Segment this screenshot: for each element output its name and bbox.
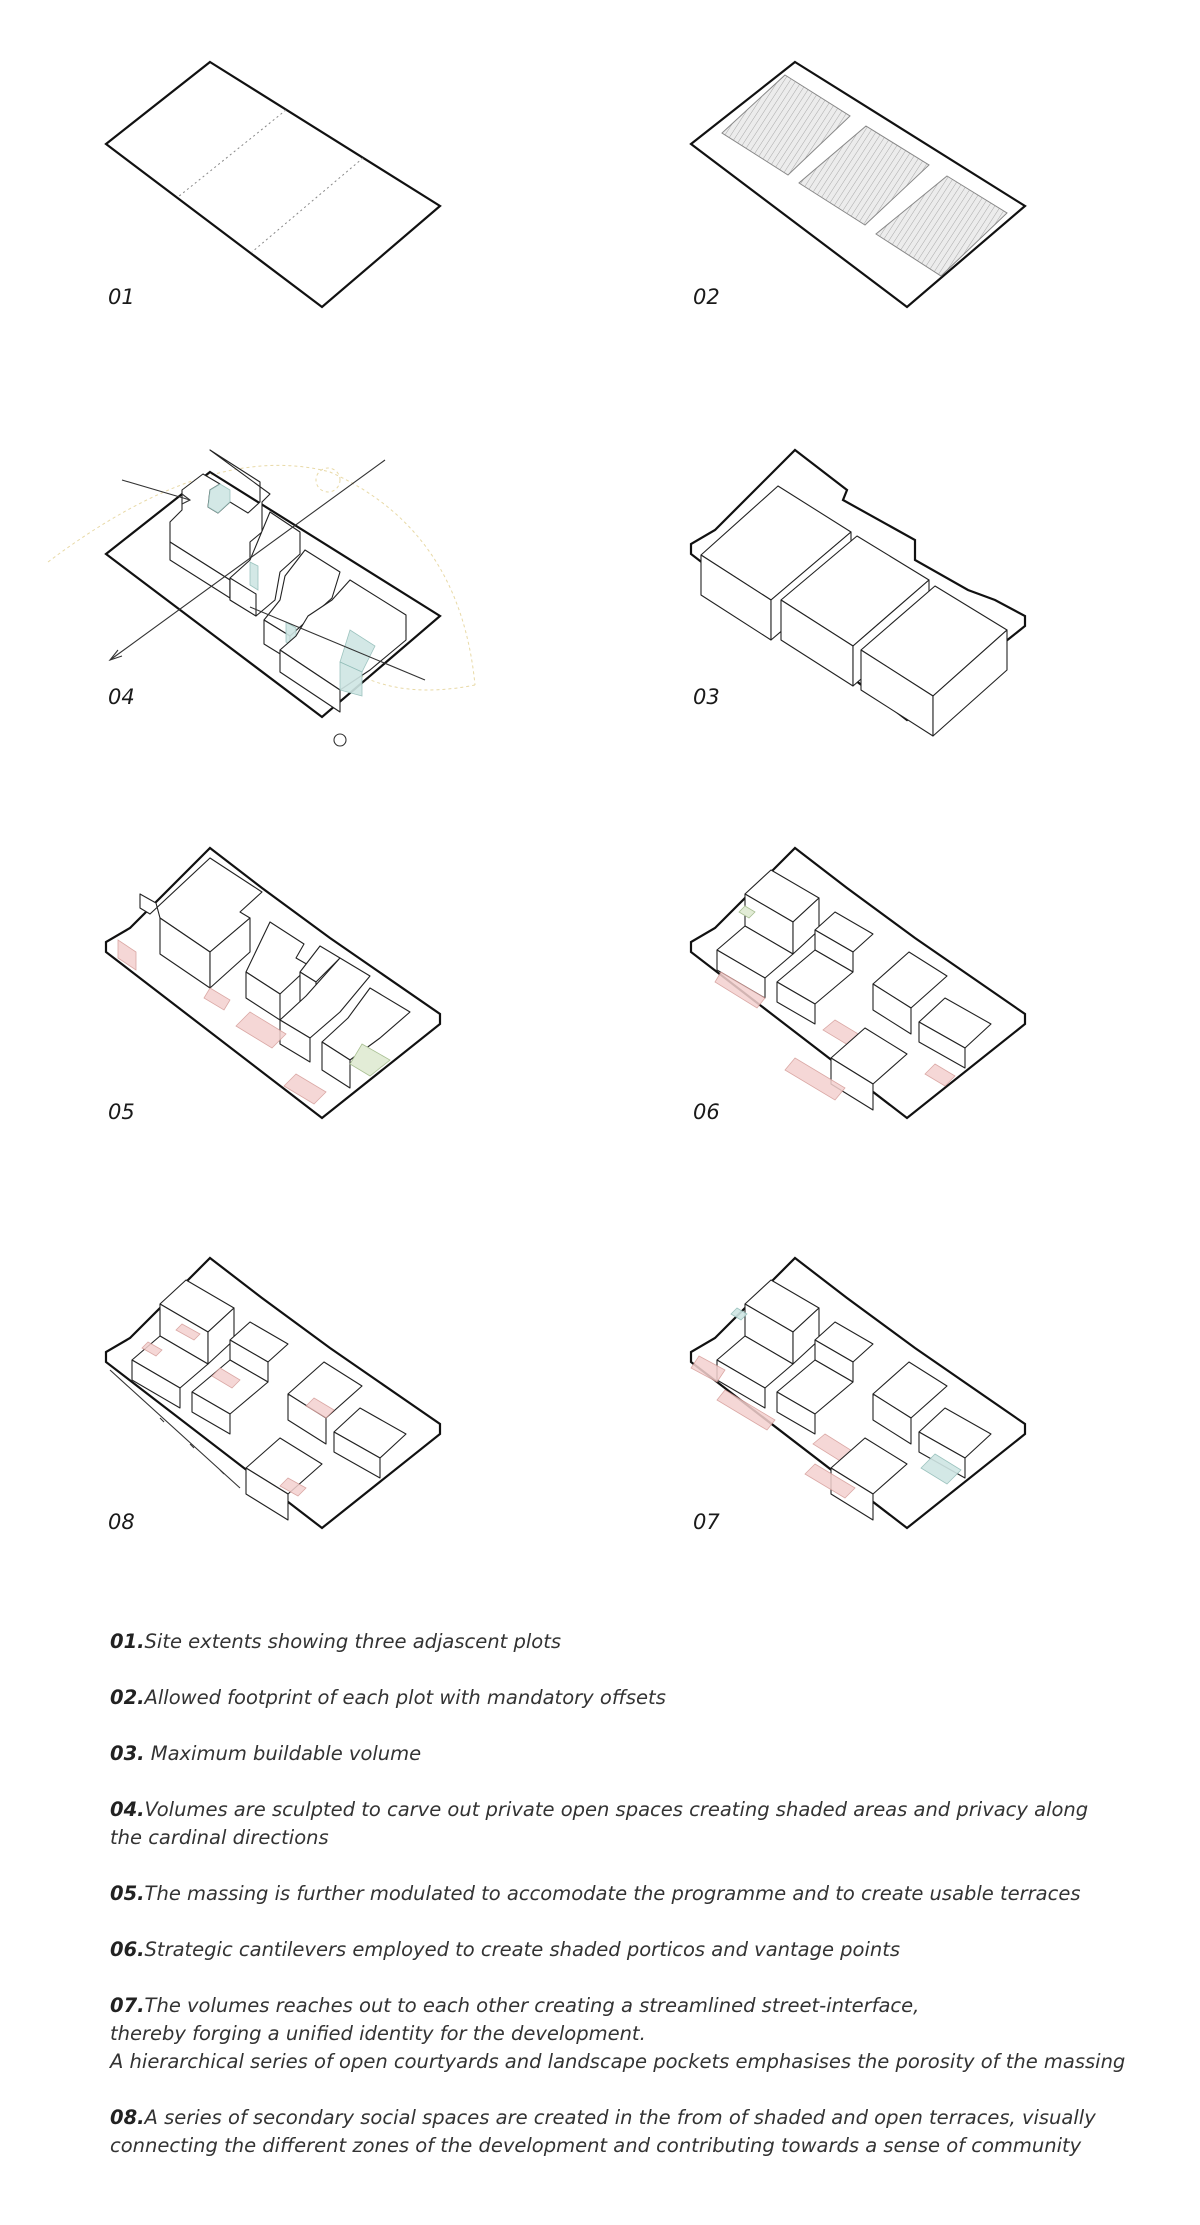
note-item <box>110 1796 1130 1852</box>
panel-06 <box>685 848 1200 1188</box>
panel-label: 02 <box>693 285 720 309</box>
note-number: 02. <box>110 1686 145 1709</box>
panel-07 <box>685 1258 1200 1598</box>
note-number: 01. <box>110 1630 145 1653</box>
buildable-volume-diagram <box>685 450 1200 790</box>
note-text: Volumes are sculpted to carve out private open spaces creating shaded areas and privacy along <box>144 1798 1089 1821</box>
panel-label: 03 <box>693 685 720 709</box>
note-number: 07. <box>110 1994 145 2017</box>
note-item <box>110 2104 1130 2160</box>
panel-02 <box>685 40 1200 380</box>
note-item <box>110 1740 1130 1768</box>
panel-label: 06 <box>693 1100 720 1124</box>
footprint-diagram <box>685 40 1200 380</box>
note-text: Strategic cantilevers employed to create shaded porticos and vantage points <box>144 1938 901 1961</box>
panel-03 <box>685 450 1200 790</box>
panel-label: 04 <box>108 685 135 709</box>
note-number: 03. <box>110 1742 145 1765</box>
note-text: thereby forging a unified identity for the development. <box>110 2022 646 2045</box>
note-number: 08. <box>110 2106 145 2129</box>
site-plot-diagram <box>100 40 660 380</box>
note-text: Site extents showing three adjascent plots <box>144 1630 561 1653</box>
note-text: connecting the different zones of the development and contributing towards a sense of community <box>110 2134 1082 2157</box>
panel-04 <box>100 450 660 790</box>
panel-label: 05 <box>108 1100 135 1124</box>
modulated-massing-diagram <box>100 848 660 1188</box>
sculpted-volumes-diagram <box>100 450 660 790</box>
note-number: 06. <box>110 1938 145 1961</box>
panel-label: 08 <box>108 1510 135 1534</box>
social-spaces-diagram <box>100 1258 660 1598</box>
note-text: The massing is further modulated to accomodate the programme and to create usable terraces <box>144 1882 1081 1905</box>
panel-05 <box>100 848 660 1188</box>
panel-01 <box>100 40 660 380</box>
note-item <box>110 1628 1130 1656</box>
panel-08 <box>100 1258 660 1598</box>
note-text: Maximum buildable volume <box>144 1742 422 1765</box>
notes-list <box>110 1628 1130 2188</box>
note-text: A series of secondary social spaces are created in the from of shaded and open terraces, visually <box>144 2106 1096 2129</box>
panel-label: 01 <box>108 285 135 309</box>
note-text: the cardinal directions <box>110 1826 329 1849</box>
note-item <box>110 1684 1130 1712</box>
note-number: 04. <box>110 1798 145 1821</box>
note-item <box>110 1992 1130 2076</box>
note-text: The volumes reaches out to each other creating a streamlined street-interface, <box>144 1994 920 2017</box>
note-text: A hierarchical series of open courtyards and landscape pockets emphasises the porosity of the massing <box>110 2050 1126 2073</box>
note-item <box>110 1936 1130 1964</box>
cantilevers-diagram <box>685 848 1200 1188</box>
note-item <box>110 1880 1130 1908</box>
note-number: 05. <box>110 1882 145 1905</box>
panel-label: 07 <box>693 1510 720 1534</box>
note-text: Allowed footprint of each plot with mandatory offsets <box>144 1686 666 1709</box>
street-interface-diagram <box>685 1258 1200 1598</box>
